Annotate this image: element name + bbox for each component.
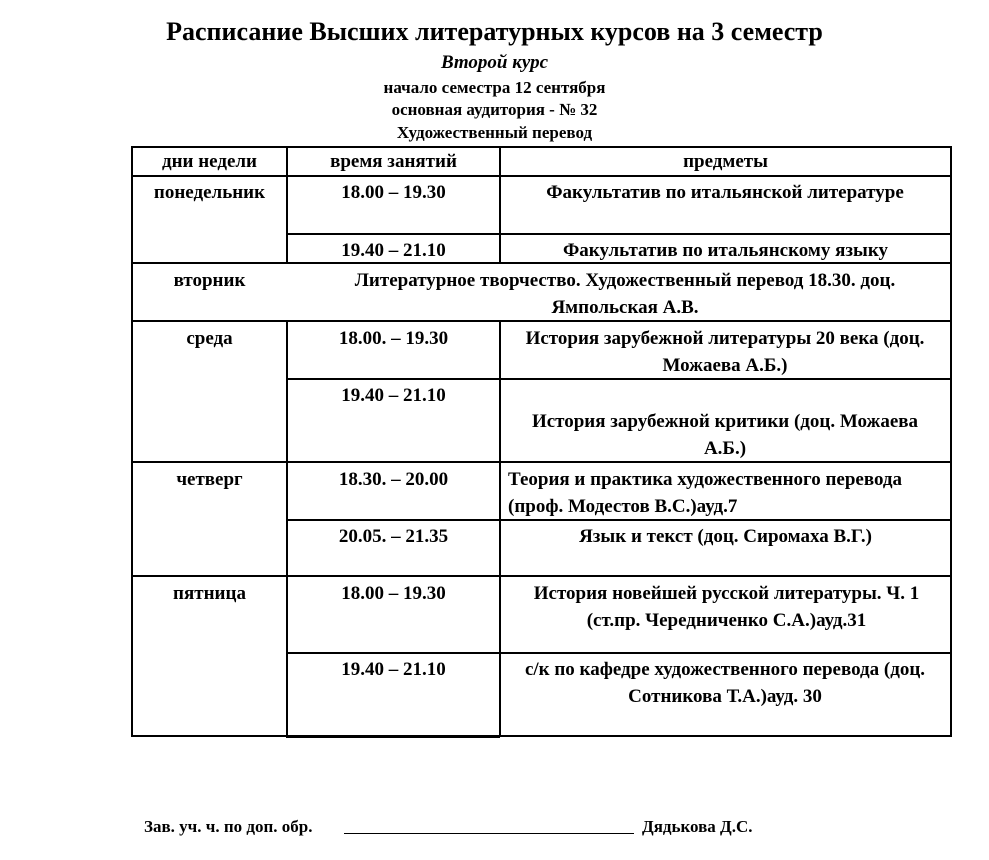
- day-label: понедельник: [153, 182, 266, 203]
- column-header-day: дни недели: [161, 151, 258, 172]
- program-name: Художественный перевод: [396, 123, 593, 142]
- time-slot: 19.40 – 21.10: [341, 659, 446, 680]
- table-border-bottom: [131, 735, 952, 737]
- subject-text: История зарубежной литературы 20 века (доц. Можаева А.Б.): [525, 328, 925, 376]
- time-slot: 19.40 – 21.10: [341, 385, 446, 406]
- subject-text: Язык и текст (доц. Сиромаха В.Г.): [579, 526, 872, 547]
- subrow-divider-mon: [286, 233, 952, 235]
- col-divider-2-ext: [286, 736, 500, 738]
- subject-text: История новейшей русской литературы. Ч. 1 (ст.пр. Чередниченко С.А.)ауд.31: [533, 583, 920, 631]
- course-subtitle: Второй курс: [441, 52, 548, 73]
- day-label: вторник: [173, 270, 246, 291]
- day-label: среда: [186, 328, 233, 349]
- column-header-time: время занятий: [330, 151, 457, 172]
- semester-start: начало семестра 12 сентября: [383, 78, 606, 97]
- time-slot: 20.05. – 21.35: [338, 526, 449, 547]
- day-label: четверг: [176, 469, 243, 490]
- time-slot: 18.30. – 20.00: [338, 469, 449, 490]
- row-divider-friday: [131, 575, 952, 577]
- main-room: основная аудитория - № 32: [391, 100, 598, 119]
- table-border-left: [131, 146, 133, 737]
- table-border-top: [131, 146, 952, 148]
- footer-signatory: Дядькова Д.С.: [642, 817, 753, 836]
- signature-line: [344, 833, 634, 834]
- subject-text: с/к по кафедре художественного перевода (доц. Сотникова Т.А.)ауд. 30: [524, 659, 926, 707]
- time-slot: 18.00 – 19.30: [341, 182, 446, 203]
- column-header-subject: предметы: [683, 151, 768, 172]
- merged-subject-text: Литературное творчество. Художественный перевод 18.30. доц. Ямпольская А.В.: [354, 270, 896, 318]
- time-slot: 18.00. – 19.30: [338, 328, 449, 349]
- subject-text: История зарубежной критики (доц. Можаева А.Б.): [531, 411, 919, 459]
- time-slot: 19.40 – 21.10: [341, 240, 446, 261]
- subject-text: Факультатив по итальянской литературе: [546, 182, 904, 203]
- footer-label: Зав. уч. ч. по доп. обр.: [144, 817, 313, 836]
- subrow-divider-fri: [286, 652, 952, 654]
- subject-text: Факультатив по итальянскому языку: [562, 240, 889, 261]
- subject-text: Теория и практика художественного перевода (проф. Модестов В.С.)ауд.7: [508, 469, 903, 517]
- day-label: пятница: [173, 583, 246, 604]
- page-title: Расписание Высших литературных курсов на 3 семестр: [166, 17, 823, 46]
- header-divider: [131, 175, 952, 177]
- time-slot: 18.00 – 19.30: [341, 583, 446, 604]
